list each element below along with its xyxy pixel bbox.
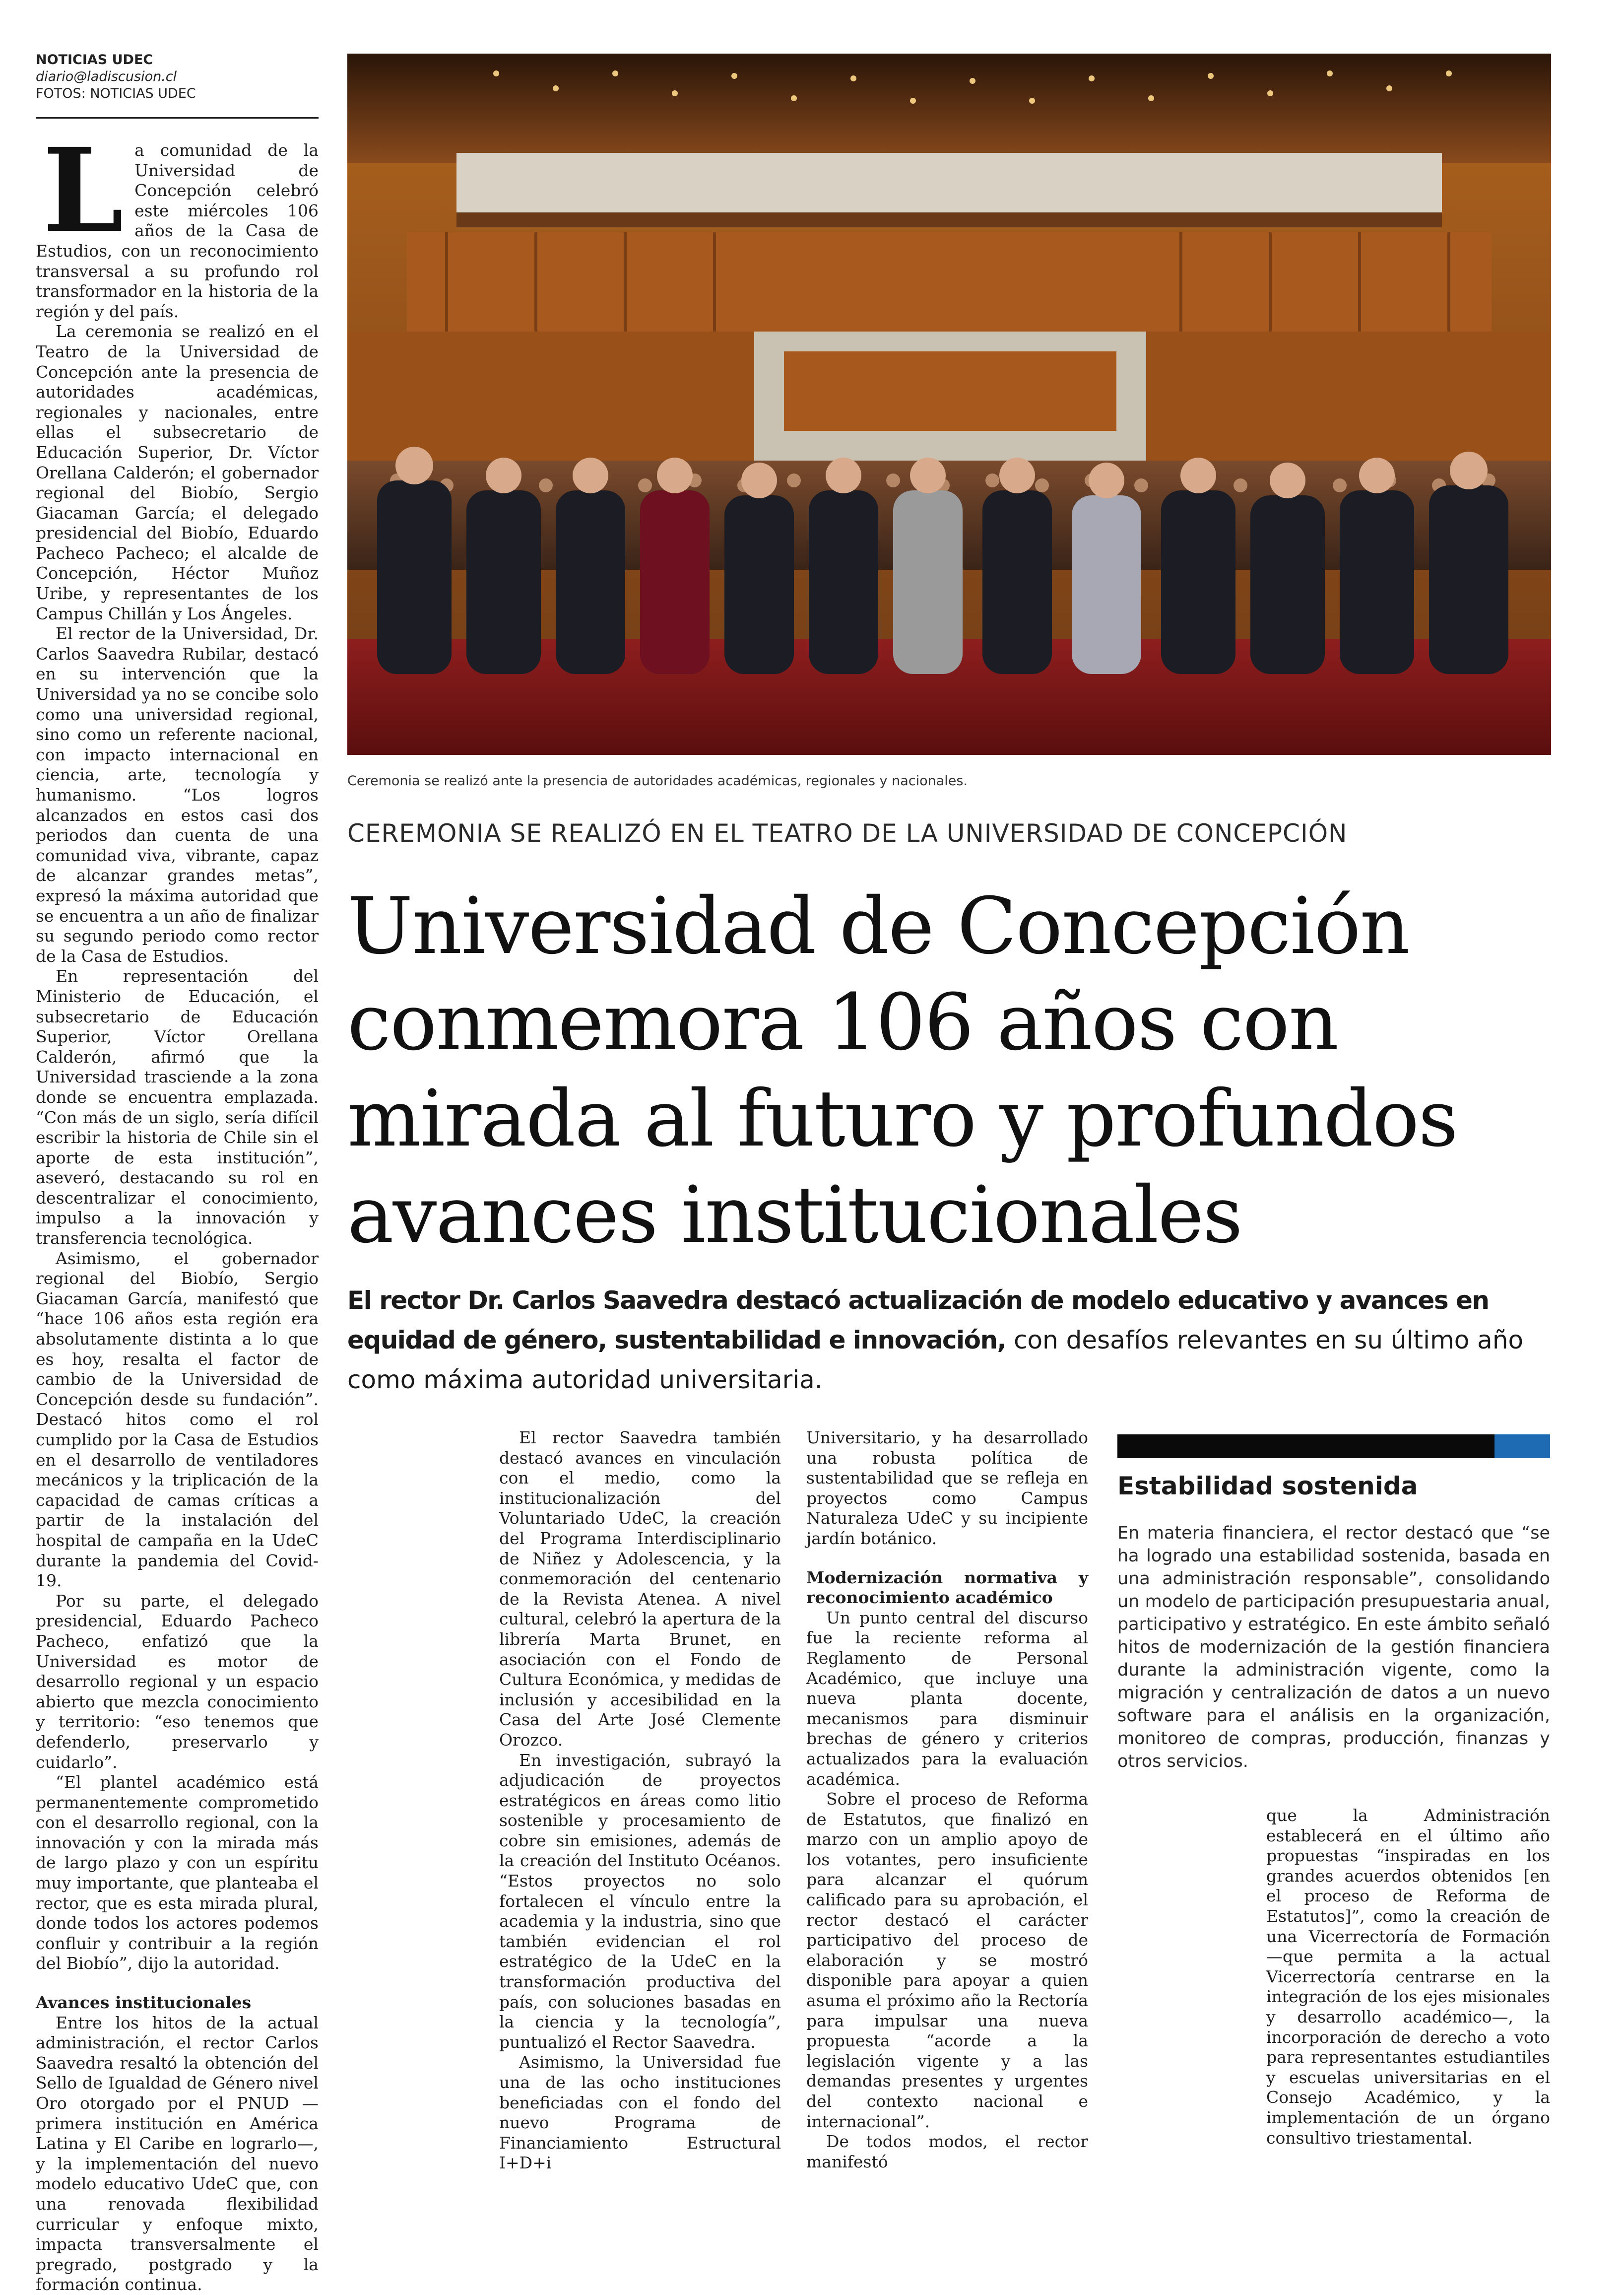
sidebar-rule-accent [1494, 1434, 1550, 1458]
byline [36, 52, 319, 102]
paragraph-11: Asimismo, la Universidad fue una de las ocho instituciones beneficiadas con el fondo del nuevo Programa de Financiamiento Estructural I+D+i [499, 2052, 781, 2173]
paragraph-14: Sobre el proceso de Reforma de Estatutos, que finalizó en marzo con un amplio apoyo de los votantes, pero insuficiente para alcanzar el quórum calificado para su aprobación, el rector destacó el carácter participativo del proceso de elaboración y se mostró disponible para apoyar a quien asuma el próximo año la Rectoría para impulsar una nueva propuesta “acorde a la legislación vigente y a las demandas presentes y urgentes del contexto nacional e internacional”. [806, 1789, 1088, 2131]
paragraph-3: El rector de la Universidad, Dr. Carlos Saavedra Rubilar, destacó en su intervención que la Universidad ya no se concibe solo como una universidad regional, sino como un referente nacional, con impacto internacional en ciencia, arte, tecnología y humanismo. “Los logros alcanzados en estos casi dos periodos dan cuenta de una comunidad viva, vibrante, capaz de alcanzar grandes metas”, expresó la máxima autoridad que se encuentra a un año de finalizar su segundo periodo como rector de la Casa de Estudios. [36, 624, 319, 966]
paragraph-7: “El plantel académico está permanentemente comprometido con el desarrollo regional, con la innovación y con la mirada más de largo plazo y con un espíritu muy importante, que planteaba el rector, que es esta mirada plural, donde todos los actores podemos confluir y contribuir a la región del Biobío”, dijo la autoridad. [36, 1772, 319, 1973]
kicker: CEREMONIA SE REALIZÓ EN EL TEATRO DE LA UNIVERSIDAD DE CONCEPCIÓN [347, 819, 1348, 848]
paragraph-6: Por su parte, el delegado presidencial, Eduardo Pacheco Pacheco, enfatizó que la Universidad es motor de desarrollo regional y un espacio abierto que mezcla conocimiento y territorio: “eso tenemos que defenderlo, preservarlo y cuidarlo”. [36, 1591, 319, 1772]
headline-line-4: avances institucionales [347, 1170, 1242, 1261]
headline-line-2: conmemora 106 años con [347, 977, 1338, 1068]
paragraph-15: De todos modos, el rector manifestó [806, 2132, 1088, 2171]
paragraph-5: Asimismo, el gobernador regional del Biobío, Sergio Giacaman García, manifestó que “hace 106 años esta región era absolutamente distinta a lo que es hoy, resalta el factor de cambio de la Universidad de Concepción desde su fundación”. Destacó hitos como el rol cumplido por la Casa de Estudios en el desarrollo de ventiladores mecánicos y la triplicación de la capacidad de camas críticas a partir de la instalación del hospital de campaña en la UdeC durante la pandemia del Covid-19. [36, 1248, 319, 1591]
paragraph-16: que la Administración establecerá en el último año propuestas “inspiradas en los grandes acuerdos obtenidos [en el proceso de Reforma de Estatutos]”, como la creación de una Vicerrectoría de Formación —que permita a la actual Vicerrectoría centrarse en la integración de los ejes misionales y desarrollo académico—, la incorporación de derecho a voto para representantes estudiantiles y escuelas universitarias en el Consejo Académico, y la implementación de un órgano consultivo triestamental. [1266, 1806, 1550, 2148]
sidebar-rule [1117, 1434, 1550, 1458]
article-column-1 [36, 123, 319, 2295]
byline-divider [36, 117, 319, 119]
paragraph-13: Un punto central del discurso fue la reciente reforma al Reglamento de Personal Académico, que incluye una nueva planta docente, mecanismos para disminuir brechas de género y criterios actualizados para la evaluación académica. [806, 1608, 1088, 1789]
article-column-2 [499, 1428, 781, 2173]
section-label: NOTICIAS UDEC [36, 52, 153, 68]
paragraph-12: Universitario, y ha desarrollado una robusta política de sustentabilidad que se refleja en proyectos como Campus Naturaleza UdeC y su incipiente jardín botánico. [806, 1428, 1088, 1548]
theater-audience-illustration [347, 54, 1551, 755]
paragraph-2: La ceremonia se realizó en el Teatro de la Universidad de Concepción ante la presencia de autoridades académicas, regionales y nacionales, entre ellas el subsecretario de Educación Superior, Dr. Víctor Orellana Calderón; el gobernador regional del Biobío, Sergio Giacaman García; el delegado presidencial del Biobío, Eduardo Pacheco Pacheco; el alcalde de Concepción, Héctor Muñoz Uribe, y representantes de los Campus Chillán y Los Ángeles. [36, 322, 319, 623]
lead-rest: con desafíos relevantes en su último año como máxima autoridad universitaria. [347, 1326, 1524, 1394]
sidebar-title: Estabilidad sostenida [1117, 1472, 1418, 1500]
sidebar-body: En materia financiera, el rector destacó que “se ha logrado una estabilidad sostenida, basada en una administración responsable”, consolidando un modelo de participación presupuestaria anual, participativo y estratégico. En este ámbito señaló hitos de modernización de la gestión financiera durante la administración vigente, como la migración y centralización de datos a un nuevo software para el análisis en la organización, monitoreo de compras, producción, finanzas y otros servicios. [1117, 1523, 1550, 1771]
paragraph-4: En representación del Ministerio de Educación, el subsecretario de Educación Superior, Víctor Orellana Calderón, afirmó que la Universidad trasciende a la zona donde se encuentra emplazada. “Con más de un siglo, sería difícil escribir la historia de Chile sin el aporte de esta institución”, aseveró, destacando su rol en descentralizar el conocimiento, impulso a la innovación y transferencia tecnológica. [36, 966, 319, 1248]
headline-line-1: Universidad de Concepción [347, 881, 1409, 972]
lead-bold: El rector Dr. Carlos Saavedra destacó actualización de modelo educativo y avances en equidad de género, sustentabilidad e innovación, [347, 1286, 1489, 1354]
paragraph-9: El rector Saavedra también destacó avances en vinculación con el medio, como la institucionalización del Voluntariado UdeC, la creación del Programa Interdisciplinario de Niñez y Adolescencia, y la conmemoración del centenario de la Revista Atenea. A nivel cultural, celebró la apertura de la librería Marta Brunet, en asociación con el Fondo de Cultura Económica, y medidas de inclusión y accesibilidad en la Casa del Arte José Clemente Orozco. [499, 1428, 781, 1750]
paragraph-1: La comunidad de la Universidad de Concepción celebró este miércoles 106 años de la Casa de Estudios, con un reconocimiento transversal a su profundo rol transformador en la historia de la región y del país. [36, 123, 319, 321]
paragraph-10: En investigación, subrayó la adjudicación de proyectos estratégicos en áreas como litio sostenible y procesamiento de cobre sin emisiones, además de la creación del Instituto Océanos. “Estos proyectos no solo fortalecen el vínculo entre la academia y la industria, sino que también evidencian el rol estratégico de la UdeC en la transformación productiva del país, con soluciones basadas en la ciencia y la tecnología”, puntualizó el Rector Saavedra. [499, 1750, 781, 2052]
article-column-3 [806, 1428, 1088, 2172]
ceremony-photo [347, 54, 1551, 755]
paragraph-8: Entre los hitos de la actual administración, el rector Carlos Saavedra resaltó la obtención del Sello de Igualdad de Género nivel Oro otorgado por el PNUD —primera institución en América Latina y El Caribe en lograrlo—, y la implementación del nuevo modelo educativo UdeC que, con una renovada flexibilidad curricular y enfoque mixto, impacta transversalmente el pregrado, postgrado y la formación continua. [36, 2013, 319, 2295]
headline [347, 878, 1551, 1264]
headline-line-3: mirada al futuro y profundos [347, 1074, 1457, 1164]
drop-cap: L [43, 123, 124, 258]
photo-credit: FOTOS: NOTICIAS UDEC [36, 86, 196, 101]
lead-paragraph [347, 1281, 1551, 1400]
author-email[interactable]: diario@ladiscusion.cl [36, 69, 177, 84]
photo-caption: Ceremonia se realizó ante la presencia de autoridades académicas, regionales y nacionales. [347, 773, 968, 789]
article-column-4 [1266, 1806, 1550, 2148]
subheading-modernizacion: Modernización normativa y reconocimiento académico [806, 1567, 1088, 1608]
subheading-avances: Avances institucionales [36, 1993, 252, 2013]
